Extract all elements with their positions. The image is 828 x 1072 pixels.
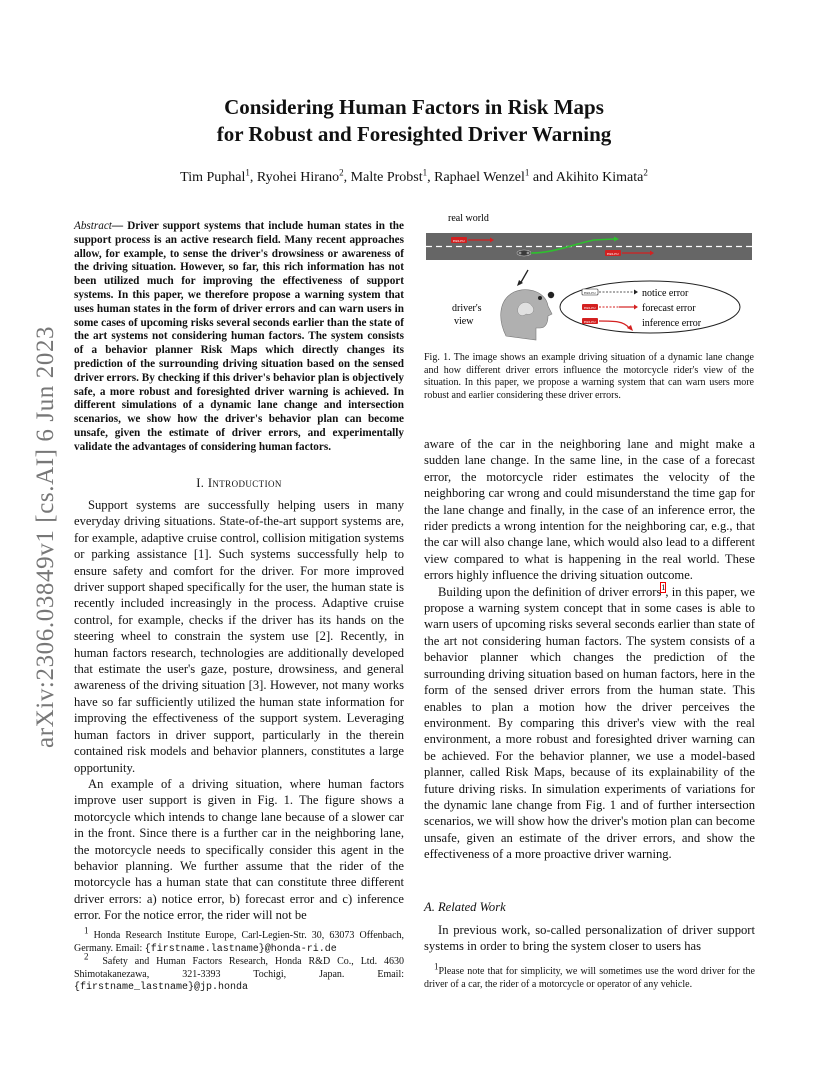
author-affiliation-mark: 1 [422, 167, 428, 178]
legend-forecast-error-label: forecast error [642, 303, 696, 314]
right-footnote-text: Please note that for simplicity, we will sometimes use the word driver for the driver of a car, the rider of a motorcycle or operator of any vehicle. [424, 966, 755, 990]
section-heading-introduction: I. Introduction [196, 476, 282, 490]
subsection-heading-related-work: A. Related Work [424, 900, 506, 914]
author-name: Ryohei Hirano [256, 170, 340, 185]
figure-1-illustration [424, 210, 754, 350]
footnote-affiliation-2: $^2$ Safety and Human Factors Research, Honda R&D Co., Ltd. 4630 Shimotakanezawa, 321-3393 Tochigi, Japan. Email: {firstname_lastname}@jp.honda [74, 951, 404, 994]
title-line-2: for Robust and Foresighted Driver Warning [216, 122, 612, 146]
author-name: Akihito Kimata [555, 170, 644, 185]
author-name: Tim Puphal [180, 170, 246, 185]
right-paragraph-2: Building upon the definition of driver errors$^1$, in this paper, we propose a warning system concept that in some cases is able to warn users of upcoming risks several seconds earlier than state of the art not considering human factors. The system consists of a behavior planner which changes the prediction of the surrounding driving situation based on human factors, here in the form of the sensed driver errors from the human state. This enables to plan a motion how the driver perceives the environment. By comparing this driver's view with the real environment, a more robust and foresighted driver warning can be achieved. For the behavior planner, we use a model-based planner, called Risk Maps, because of its explainability of the future driving risks. In simulation experiments of variations for the dynamic lane change from Fig. 1 and of further intersection scenarios, we will show how the driver's motion plan can become unsafe, given an estimate of the driver errors, and show the effectiveness of a more proactive driver warning. [424, 583, 755, 862]
author-affiliation-mark: 1 [524, 167, 530, 178]
label-real-world: real world [448, 213, 489, 224]
email-1: {firstname.lastname}@honda-ri.de [144, 943, 337, 955]
intro-paragraph-1: Support systems are successfully helping users in many everyday driving situations. State-of-the-art support systems are, for example, adaptive cruise control, collision mitigation systems or parking assistance [1]. Such systems successfully help to ensure safety and comfort for the driver. For more improved driver support shaped specifically for the user, the human state is recently included increasingly in the process. Adaptive cruise control, for example, checks if the driver has its hands on the steering wheel to constrain the system use [2]. Recently, in human factors research, technologies are additionally developed that estimate the user's gaze, posture, drowsiness, and general awareness of the driving situation [3]. However, not many works have so far sufficiently utilized the human state information for improving the effectiveness of the support system. Leveraging human factors in driver support, particularly in the therein contained risk models and behavior planners, constitutes a large opportunity. [74, 498, 404, 775]
svg-text:HRI-EU: HRI-EU [607, 252, 619, 256]
svg-text:HRI-EU: HRI-EU [453, 239, 465, 243]
svg-text:HRI-EU: HRI-EU [584, 306, 596, 310]
label-view: view [454, 316, 474, 327]
driver-head-icon [501, 290, 552, 340]
affiliation-footnotes [74, 925, 405, 995]
abstract-label: Abstract [74, 220, 112, 232]
footnote-reference-1[interactable]: 1 [661, 583, 666, 593]
right-paragraph-1: aware of the car in the neighboring lane and might make a sudden lane change. In the same line, in the case of a forecast error, the motorcycle rider estimates the velocity of the neighboring car wrong and could misunderstand the time gap for the lane change and finally, in the case of an inference error, the rider predicts a wrong intention for the neighboring car, e.g., that the car will also change lane, which would also lead to a different view compared to what is happening in the real world. These errors highly influence the driving situation outcome. [424, 437, 755, 583]
right-column-body [424, 436, 755, 863]
author-name: Raphael Wenzel [434, 170, 525, 185]
svg-text:HRI-EU: HRI-EU [584, 320, 596, 324]
label-drivers: driver's [452, 303, 482, 314]
intro-paragraph-2: An example of a driving situation, where human factors improve user support is given in Fig. 1. The figure shows a motorcycle which intends to change lane because of a slower car in the front. Since there is a further car in the neighboring lane, the motorcycle needs to specifically consider this agent in the behavior planning. We further assume that the rider of the motorcycle has a human state that can constitute three different driver errors: a) notice error, b) forecast error and c) inference error. For the notice error, the rider will not be [74, 776, 404, 923]
thought-dot-large [548, 292, 554, 298]
author-affiliation-mark: 2 [643, 167, 648, 178]
email-2: {firstname_lastname}@jp.honda [74, 982, 249, 994]
footnote-affiliation-1: $^1$ Honda Research Institute Europe, Carl-Legien-Str. 30, 63073 Offenbach, Germany. Email: {firstname.lastname}@honda-ri.de [74, 925, 405, 955]
author-list: Tim Puphal$^1$, Ryohei Hirano$^2$, Malte Probst$^1$, Raphael Wenzel$^1$ and Akihito Kimata$^2$ [180, 167, 648, 185]
author-affiliation-mark: 2 [339, 167, 344, 178]
related-work-paragraph-1: In previous work, so-called personalization of driver support systems in order to bring the system closer to users has [424, 923, 755, 954]
arxiv-stamp [32, 308, 58, 748]
arxiv-id: arXiv:2306.03849v1 [cs.AI] 6 Jun 2023 [32, 325, 59, 748]
paper-title [0, 94, 828, 148]
motorcycle [517, 250, 531, 256]
svg-text:HRI-EU: HRI-EU [584, 291, 596, 295]
figure-1 [424, 210, 754, 350]
legend-notice-error-label: notice error [642, 288, 689, 299]
right-footnote [424, 961, 755, 991]
legend-inference-error-label: inference error [642, 318, 702, 329]
abstract-text: — Driver support systems that include human states in the support process is an active research field. Many recent approaches allow, for example, to sense the driver's drowsiness or awareness of the driving situation. However, so far, this rich information has not been utilized much for improving the effectiveness of support systems. In this paper, we therefore propose a warning system that uses human states in the form of driver errors and can warn users in some cases of upcoming risks several seconds earlier than the state of the art systems not considering human factors. The system consists of a behavior planner Risk Maps which directly changes its prediction of the surrounding driving situation based on the sensed driver errors. By checking if this driver's behavior plan is objectively safe, a more robust and foresighted driver warning is achieved. In different simulations of a dynamic lane change and intersection scenarios, we show how the driver's behavior plan can become unsafe, given the estimate of driver errors, and experimentally validate the advantages of considering human factors. [74, 220, 404, 453]
author-affiliation-mark: 1 [245, 167, 250, 178]
right-footnote-mark: 1 [434, 961, 439, 972]
title-line-1: Considering Human Factors in Risk Maps [224, 95, 604, 119]
related-work-body [424, 922, 755, 955]
thought-dot-small [538, 296, 542, 300]
abstract [74, 220, 404, 455]
author-name: Malte Probst [350, 170, 423, 185]
figure-1-caption: Fig. 1. The image shows an example driving situation of a dynamic lane change and how different driver errors influence the motorcycle rider's view of the situation. In this paper, we propose a warning system that can warn users more robust and earlier considering these driver errors. [424, 352, 754, 401]
left-column-body [74, 497, 404, 924]
